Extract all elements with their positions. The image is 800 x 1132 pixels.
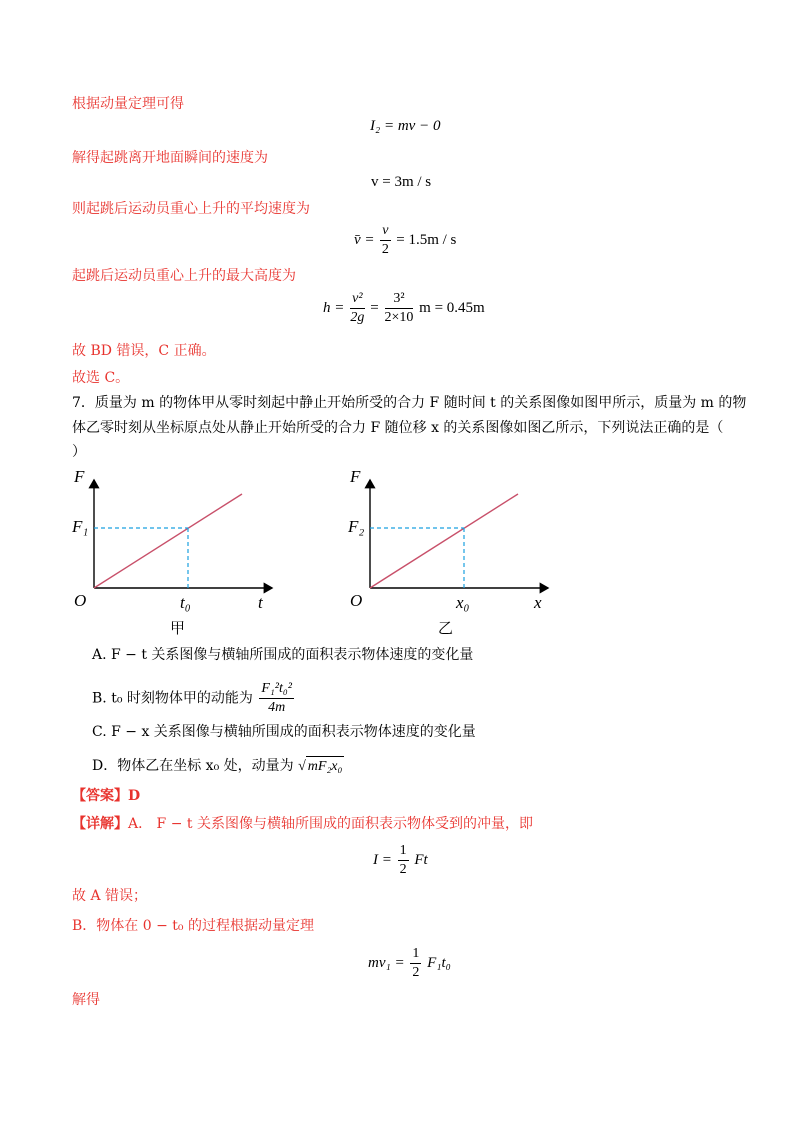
text-line: 故选 C。: [72, 370, 130, 386]
eq-rhs: m = 0.45m: [419, 299, 485, 316]
detail-label: 【详解】: [72, 816, 128, 832]
question-text: ）: [72, 444, 86, 460]
denominator: 2: [412, 965, 420, 980]
fraction: [259, 680, 294, 717]
text-line: 根据动量定理可得: [72, 96, 184, 112]
y-axis-label: F: [350, 467, 361, 486]
text-line: 则起跳后运动员重心上升的平均速度为: [72, 201, 310, 217]
eq-rhs: F₁t₀: [427, 954, 451, 971]
fraction: [385, 290, 414, 327]
x-axis-label: x: [534, 593, 542, 612]
eq-equals: =: [370, 299, 379, 316]
y-axis-label: F: [74, 467, 85, 486]
fraction: [350, 290, 364, 327]
option-a: A. F − t 关系图像与横轴所围成的面积表示物体速度的变化量: [92, 647, 474, 663]
force-line: [370, 494, 518, 588]
origin-label: O: [74, 591, 87, 610]
text-line: 解得: [72, 992, 100, 1008]
denominator: 2×10: [384, 310, 414, 325]
x-mark-label: x₀: [456, 593, 470, 612]
eq-lhs: I =: [373, 851, 392, 868]
detail-a-text: A． F − t 关系图像与横轴所围成的面积表示物体受到的冲量，即: [128, 816, 533, 832]
level-label: F₂: [348, 517, 365, 536]
numerator: v: [380, 222, 390, 241]
eq-rhs: Ft: [414, 851, 428, 868]
x-mark-label: t₀: [180, 593, 191, 612]
denominator: 2: [381, 242, 389, 257]
equation: [368, 945, 451, 982]
level-label: F₁: [72, 517, 89, 536]
x-axis-label: t: [258, 593, 263, 612]
detail-line: [72, 814, 533, 834]
option-c: C. F − x 关系图像与横轴所围成的面积表示物体速度的变化量: [92, 724, 476, 740]
graph-right: [338, 462, 558, 632]
eq-rhs: = 1.5m / s: [396, 231, 457, 248]
fraction: [410, 945, 421, 982]
equation: v = 3m / s: [371, 174, 432, 190]
question-text: 7．质量为 m 的物体甲从零时刻起中静止开始所受的合力 F 随时间 t 的关系图像如图甲所示，质量为 m 的物: [72, 395, 747, 411]
equation: [323, 290, 485, 327]
graph-caption: 甲: [170, 619, 186, 637]
numerator: v²: [350, 290, 364, 309]
graph-caption: 乙: [438, 619, 454, 637]
numerator: F₁²t₀²: [259, 680, 294, 699]
force-line: [94, 494, 242, 588]
fraction: [398, 842, 409, 879]
equation: I₂ = mv − 0: [370, 118, 441, 134]
eq-lhs: v̄ =: [354, 231, 375, 248]
text-line: 故 BD 错误，C 正确。: [72, 343, 216, 359]
answer-label: 【答案】D: [72, 788, 141, 804]
text-line: 解得起跳离开地面瞬间的速度为: [72, 150, 268, 166]
option-d: D．物体乙在坐标 x₀ 处，动量为 √ mF₂x₀: [92, 756, 344, 777]
option-b: [92, 680, 296, 717]
graph-left: [62, 462, 282, 632]
origin-label: O: [350, 591, 363, 610]
text-line: B．物体在 0 − t₀ 的过程根据动量定理: [72, 918, 314, 934]
denominator: 2g: [350, 310, 365, 325]
option-b-text: B. t₀ 时刻物体甲的动能为: [92, 690, 253, 707]
denominator: 4m: [268, 700, 286, 715]
eq-lhs: mv₁ =: [368, 954, 405, 971]
numerator: 1: [398, 842, 409, 861]
equation: [354, 222, 456, 259]
sqrt-expression: mF₂x₀: [306, 756, 345, 777]
option-d-text: D．物体乙在坐标 x₀ 处，动量为: [92, 758, 294, 774]
text-line: 起跳后运动员重心上升的最大高度为: [72, 268, 296, 284]
numerator: 3²: [385, 290, 414, 309]
question-text: 体乙零时刻从坐标原点处从静止开始所受的合力 F 随位移 x 的关系图像如图乙所示，下列说法正确的是（: [72, 420, 724, 436]
fraction: [380, 222, 390, 259]
equation: [373, 842, 428, 879]
eq-lhs: h =: [323, 299, 345, 316]
numerator: 1: [410, 945, 421, 964]
denominator: 2: [399, 862, 407, 877]
text-line: 故 A 错误；: [72, 888, 148, 904]
